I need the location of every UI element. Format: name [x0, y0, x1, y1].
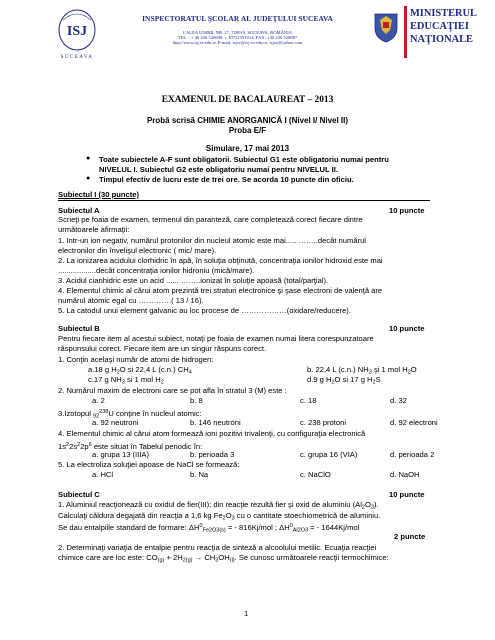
- institution-address: CALEA UNIRII, NR. 17, 720019, SUCEAVA, ROMÂNIA: [182, 30, 293, 35]
- section-a-line: numărul atomic egal cu ………….( 13 / 16).: [58, 296, 204, 305]
- section-c-line: Se dau entalpiile standard de formare: $\Delta H^0_{Fe2O3(s)}$ = - 816Kj/mol ; $\Delta H^0_{Al2O3}$ = - 1644Kj/mol: [58, 523, 360, 534]
- question-2: 2. Numărul maxim de electroni care se pot afla în stratul 3 (M) este :: [58, 386, 287, 395]
- institution-phone: TEL. : + 40 230 520698, + 40721331014, FAX: +40 230 520887: [177, 35, 298, 40]
- section-a-line: următoarele afirmaţii:: [58, 225, 130, 234]
- institution-block: [105, 14, 370, 45]
- coat-of-arms-icon: [372, 10, 400, 44]
- question-4: 4. Elementul chimic al cărui atom formează ioni pozitivi trivalenţi, cu configuraţia electronică: [58, 429, 366, 438]
- letterhead: [0, 0, 495, 70]
- section-a-line: Scrieţi pe foaia de examen, termenul din paranteză, care completează corect fiecare dintre: [58, 215, 363, 224]
- bullet-icon: ●: [86, 155, 91, 162]
- section-b-points: 10 puncte: [389, 324, 425, 333]
- q2-option: c. 18: [300, 396, 317, 405]
- section-a-line: 5. La catodul unui element galvanic au loc procese de ………………(oxidare/reducere).: [58, 306, 351, 315]
- section-a-heading: Subiectul A: [58, 206, 100, 215]
- section-b-intro: Pentru fiecare item al acestui subiect, notaţi pe foaia de examen numai litera corespunzatoare: [58, 334, 374, 343]
- q2-option: a. 2: [92, 396, 105, 405]
- q1-option-c: c.17 g $NH_3$ si 1 mol $H_2$: [88, 375, 164, 386]
- ministry-name: MINISTERUL EDUCAŢIEI NAŢIONALE: [410, 8, 477, 45]
- page-number: 1: [244, 609, 249, 618]
- section-c-line: Calculaţi căldura degajată din reacţia a 1,6 kg $Fe_2O_3$ cu o cantitate stoechiometrică de aluminiu.: [58, 511, 381, 522]
- instruction-line: Timpul efectiv de lucru este de trei ore. Se acorda 10 puncte din oficiu.: [99, 175, 354, 184]
- exam-proba: Proba E/F: [228, 126, 267, 135]
- section-a-line: ..................decât concentraţia ionilor hidroniu (mică/mare).: [58, 266, 255, 275]
- section-c-points-2: 2 puncte: [394, 532, 426, 541]
- q4-option: d. perioada 2: [390, 450, 435, 459]
- exam-title: EXAMENUL DE BACALAUREAT – 2013: [161, 95, 334, 105]
- exam-date: Simulare, 17 mai 2013: [205, 144, 290, 153]
- q5-option: d. NaOH: [390, 470, 420, 479]
- section-a-line: electronilor din învelişul electronic ( mic/ mare).: [58, 246, 217, 255]
- institution-web: http://www.isj.sv.edu.ro E-mail: isjsv@isj.sv.edu.ro, isjsv@yahoo.com: [172, 40, 303, 45]
- q1-option-b: b. 22,4 L (c.n.) $NH_3$ şi 1 mol $H_2O$: [307, 365, 417, 376]
- bullet-icon: ●: [86, 175, 91, 182]
- svg-text:SUCEAVA: SUCEAVA: [60, 55, 94, 60]
- q4-option: b. perioada 3: [190, 450, 235, 459]
- question-1: 1. Conţin acelaşi număr de atomi de hidrogen:: [58, 355, 214, 364]
- section-a-points: 10 puncte: [389, 206, 425, 215]
- question-4-config: $1s^22s^22p^6$ este situat în Tabelul periodic în:: [58, 442, 203, 451]
- ministry-accent-bar: [404, 6, 407, 58]
- section-a-line: 2. La ionizarea acidului clorhidric în apă, în soluţia obţinută, concentraţia ionilor hidroxid este mai: [58, 256, 383, 265]
- section-c-line: chimice care are loc este: $CO_{(g)} + 2H_{2(g)} \to CH_3OH_{(l)}$. Se cunosc următoarele reacţii termochimice:: [58, 553, 389, 564]
- section-a-line: 1. Intr-un ion negativ, numărul protonilor din nucleul atomic este mai..... ……..decât numărul: [58, 236, 366, 245]
- section-a-line: 4. Elementul chimic al cărui atom prezintă trei straturi electronice şi şase electroni de valenţă are: [58, 286, 383, 295]
- isj-logo-icon: [57, 6, 97, 60]
- section-c-line: 2. Determinaţi variaţia de entalpie pentru reacţia de sinteză a alcoolului metilic. Ecuaţia reacţiei: [58, 543, 377, 552]
- q5-option: b. Na: [190, 470, 209, 479]
- section-b-intro: răspunsului corect. Fiecare item are un singur răspuns corect.: [58, 344, 267, 353]
- q1-option-a: a.18 g $H_2O$ si 22,4 L (c.n.) $CH_4$: [88, 365, 192, 376]
- question-3: 3.Izotopul $_{92}^{238}$U conţine în nucleul atomic:: [58, 409, 202, 420]
- q3-option: d. 92 electroni: [390, 418, 438, 427]
- question-5: 5. La electroliza soluţiei apoase de NaCl se formează:: [58, 460, 240, 469]
- institution-title: INSPECTORATUL ŞCOLAR AL JUDEŢULUI SUCEAVA: [142, 14, 333, 23]
- exam-subject: Probă scrisă CHIMIE ANORGANICĂ I (Nivel I/ Nivel II): [146, 116, 349, 125]
- section-a-line: 3. Acidul cianhidric este un acid ...... ……..ionizat în soluţie apoasă (total/parţial).: [58, 276, 329, 285]
- q2-option: b. 8: [190, 396, 203, 405]
- q3-option: b. 146 neutroni: [190, 418, 241, 427]
- section-c-heading: Subiectul C: [58, 490, 100, 499]
- q1-option-d: d.9 g $H_2O$ si 17 g $H_2S$: [307, 375, 381, 386]
- q5-option: a. HCl: [92, 470, 114, 479]
- section-c-line: 1. Aluminiul reacţionează cu oxidul de fier(III); din reacţie rezultă fier şi oxid de aluminiu $(Al_2O_3)$.: [58, 500, 379, 511]
- q3-option: a. 92 neutroni: [92, 418, 139, 427]
- divider-line: [58, 200, 430, 201]
- subject-one-heading: Subiectul I (30 puncte): [58, 190, 140, 199]
- q3-option: c. 238 protoni: [300, 418, 347, 427]
- instruction-line: NIVELUL I. Subiectul G2 este obligatoriu numai pentru NIVELUL II.: [99, 165, 338, 174]
- section-b-heading: Subiectul B: [58, 324, 100, 333]
- q5-option: c. NaClO: [300, 470, 331, 479]
- section-c-points: 10 puncte: [389, 490, 425, 499]
- q4-option: a. grupa 13 (IIIA): [92, 450, 149, 459]
- q4-option: c. grupa 16 (VIA): [300, 450, 358, 459]
- q2-option: d. 32: [390, 396, 407, 405]
- svg-text:ISJ: ISJ: [66, 24, 88, 39]
- instruction-line: Toate subiectele A-F sunt obligatorii. Subiectul G1 este obligatoriu numai pentru: [99, 155, 389, 164]
